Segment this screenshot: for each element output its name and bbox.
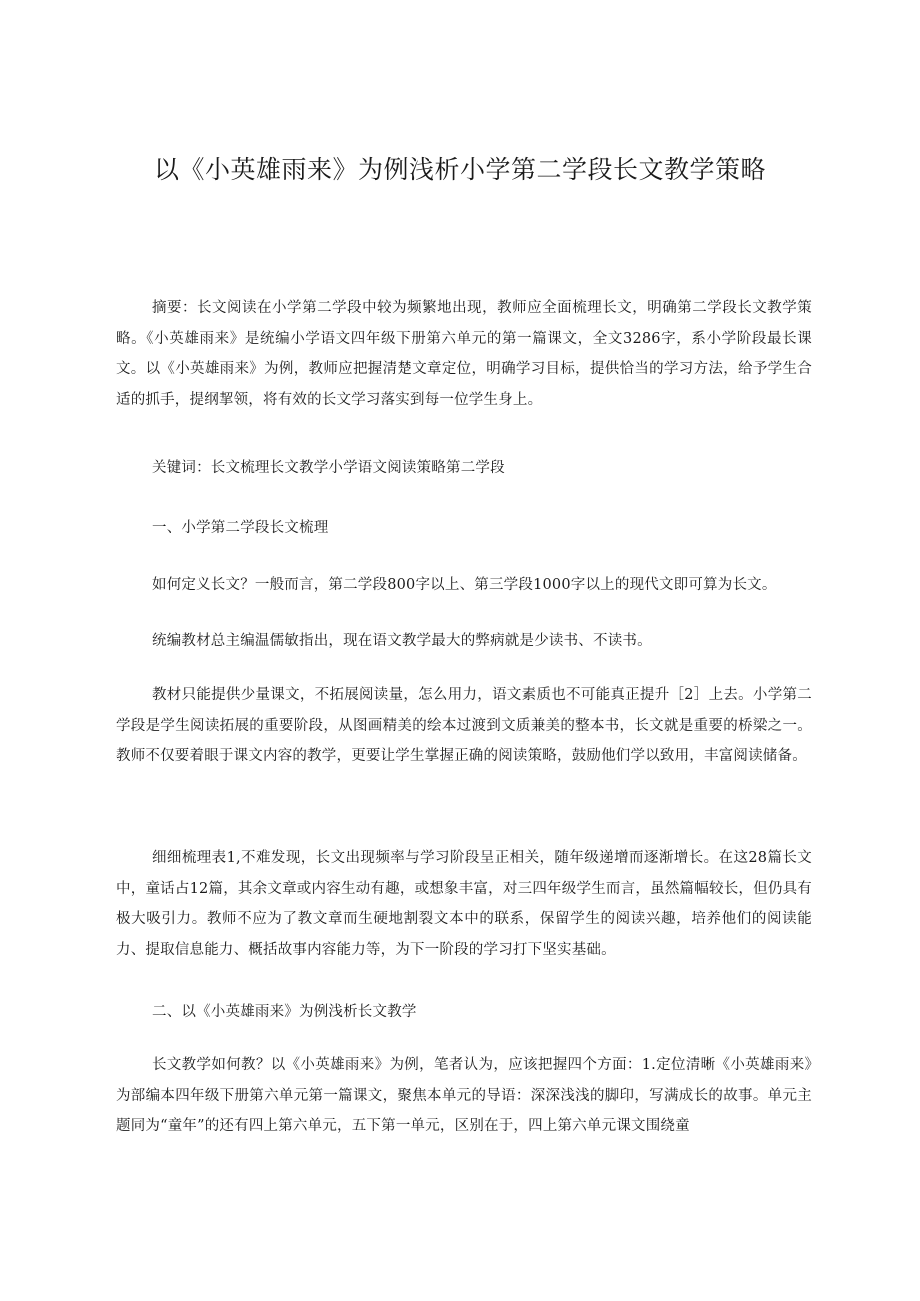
abstract-paragraph: 摘要：长文阅读在小学第二学段中较为频繁地出现，教师应全面梳理长文，明确第二学段长文教学策略。《小英雄雨来》是统编小学语文四年级下册第六单元的第一篇课文，全文3286字，系小学阶段最长课文。以《小英雄雨来》为例，教师应把握清楚文章定位，明确学习目标，提供恰当的学习方法，给予学生合适的抓手，提纲挈领，将有效的长文学习落实到每一位学生身上。 (116, 300, 812, 408)
paragraph-1: 如何定义长文？一般而言，第二学段800字以上、第三学段1000字以上的现代文即可算为长文。 (152, 577, 777, 593)
paragraph-4: 细细梳理表1,不难发现，长文出现频率与学习阶段呈正相关，随年级递增而逐渐增长。在这28篇长文中，童话占12篇，其余文章或内容生动有趣，或想象丰富，对三四年级学生而言，虽然篇幅较长，但仍具有极大吸引力。教师不应为了教文章而生硬地割裂文本中的联系，保留学生的阅读兴趣，培养他们的阅读能力、提取信息能力、概括故事内容能力等，为下一阶段的学习打下坚实基础。 (116, 850, 812, 958)
paragraph-5: 长文教学如何教？以《小英雄雨来》为例，笔者认为，应该把握四个方面：1.定位清晰《小英雄雨来》为部编本四年级下册第六单元第一篇课文，聚焦本单元的导语：深深浅浅的脚印，写满成长的故事。单元主题同为“童年”的还有四上第六单元，五下第一单元，区别在于，四上第六单元课文围绕童 (116, 1057, 812, 1134)
section-heading-2: 二、以《小英雄雨来》为例浅析长文教学 (152, 1004, 417, 1020)
paragraph-2: 统编教材总主编温儒敏指出，现在语文教学最大的弊病就是少读书、不读书。 (152, 633, 652, 649)
keywords-line: 关键词：长文梳理长文教学小学语文阅读策略第二学段 (152, 460, 505, 476)
document-title: 以《小英雄雨来》为例浅析小学第二学段长文教学策略 (153, 155, 766, 184)
paragraph-3: 教材只能提供少量课文，不拓展阅读量，怎么用力，语文素质也不可能真正提升［2］上去。小学第二学段是学生阅读拓展的重要阶段，从图画精美的绘本过渡到文质兼美的整本书，长文就是重要的桥梁之一。教师不仅要着眼于课文内容的教学，更要让学生掌握正确的阅读策略，鼓励他们学以致用，丰富阅读储备。 (116, 687, 812, 764)
section-heading-1: 一、小学第二学段长文梳理 (152, 520, 329, 536)
